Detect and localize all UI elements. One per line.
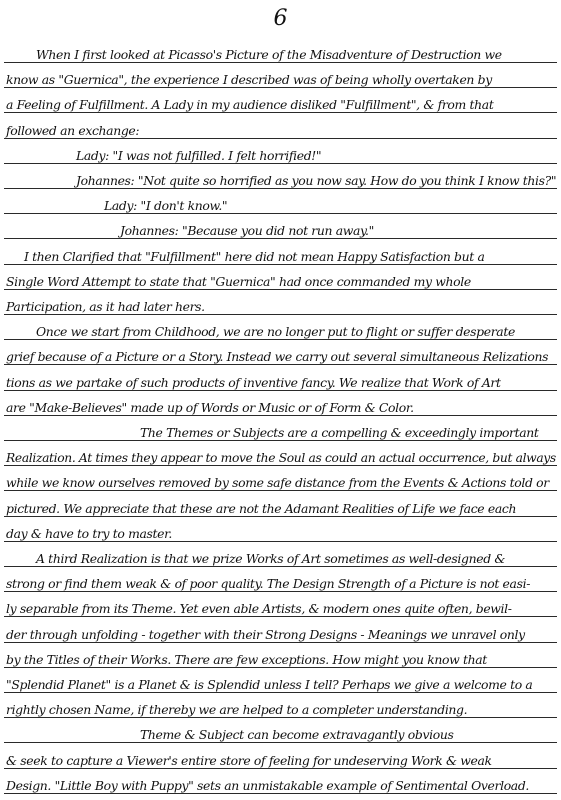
text-line: a Feeling of Fulfillment. A Lady in my audience disliked "Fulfillment", & from that — [6, 97, 494, 113]
ruled-line — [4, 591, 557, 592]
text-line: know as "Guernica", the experience I described was of being wholly overtaken by — [6, 72, 492, 88]
text-line: The Themes or Subjects are a compelling & exceedingly important — [140, 425, 539, 440]
ruled-line — [4, 238, 557, 239]
text-line: strong or find them weak & of poor quality. The Design Strength of a Picture is not easi- — [6, 576, 531, 592]
ruled-line — [4, 390, 557, 391]
ruled-line — [4, 566, 557, 567]
page-number: 6 — [273, 6, 288, 31]
ruled-line — [4, 415, 557, 416]
text-line: tions as we partake of such products of inventive fancy. We realize that Work of Art — [6, 374, 501, 390]
ruled-line — [4, 87, 557, 88]
ruled-line — [4, 793, 557, 794]
ruled-line — [4, 264, 557, 265]
text-line: der through unfolding - together with their Strong Designs - Meanings we unravel only — [6, 626, 525, 642]
ruled-line — [4, 742, 557, 743]
text-line: A third Realization is that we prize Works of Art sometimes as well-designed & — [36, 551, 506, 566]
ruled-line — [4, 440, 557, 441]
ruled-line — [4, 213, 557, 214]
text-line: Design. "Little Boy with Puppy" sets an unmistakable example of Sentimental Overload. — [6, 777, 530, 793]
text-line: Realization. At times they appear to move the Soul as could an actual occurrence, but always — [6, 450, 556, 466]
ruled-line — [4, 364, 557, 365]
ruled-line — [4, 138, 557, 139]
ruled-line — [4, 616, 557, 617]
ruled-line — [4, 62, 557, 63]
ruled-line — [4, 163, 557, 164]
text-line: Single Word Attempt to state that "Guernica" had once commanded my whole — [6, 273, 471, 289]
text-line: Once we start from Childhood, we are no longer put to flight or suffer desperate — [36, 324, 515, 340]
text-line: Johannes: "Not quite so horrified as you now say. How do you think I know this?" — [76, 173, 557, 188]
ruled-line — [4, 541, 557, 542]
ruled-line — [4, 516, 557, 517]
text-line: & seek to capture a Viewer's entire store of feeling for undeserving Work & weak — [6, 752, 492, 768]
ruled-line — [4, 112, 557, 113]
text-line: grief because of a Picture or a Story. Instead we carry out several simultaneous Relizations — [6, 349, 549, 365]
text-line: When I first looked at Picasso's Picture of the Misadventure of Destruction we — [36, 47, 502, 62]
text-line: Theme & Subject can become extravagantly obvious — [140, 727, 454, 743]
text-line: by the Titles of their Works. There are few exceptions. How might you know that — [6, 651, 487, 667]
ruled-line — [4, 692, 557, 693]
text-line: while we know ourselves removed by some safe distance from the Events & Actions told or — [6, 475, 549, 491]
ruled-line — [4, 188, 557, 189]
text-line: followed an exchange: — [6, 122, 140, 138]
text-line: day & have to try to master. — [6, 525, 172, 541]
ruled-line — [4, 642, 557, 643]
text-line: ly separable from its Theme. Yet even able Artists, & modern ones quite often, bewil- — [6, 601, 512, 617]
text-line: I then Clarified that "Fulfillment" here did not mean Happy Satisfaction but a — [24, 248, 485, 264]
ruled-line — [4, 465, 557, 466]
text-line: Johannes: "Because you did not run away." — [120, 223, 374, 239]
text-line: Participation, as it had later hers. — [6, 299, 205, 314]
ruled-line — [4, 768, 557, 769]
ruled-line — [4, 667, 557, 668]
text-line: pictured. We appreciate that these are not the Adamant Realities of Life we face each — [6, 500, 517, 516]
ruled-line — [4, 314, 557, 315]
text-line: Lady: "I don't know." — [104, 198, 228, 214]
text-line: Lady: "I was not fulfilled. I felt horrified!" — [76, 147, 322, 163]
ruled-line — [4, 717, 557, 718]
text-line: are "Make-Believes" made up of Words or Music or of Form & Color. — [6, 399, 414, 415]
ruled-line — [4, 490, 557, 491]
text-line: rightly chosen Name, if thereby we are helped to a completer understanding. — [6, 702, 468, 718]
text-line: "Splendid Planet" is a Planet & is Splendid unless I tell? Perhaps we give a welcome to a — [6, 677, 533, 692]
ruled-line — [4, 339, 557, 340]
ruled-line — [4, 289, 557, 290]
